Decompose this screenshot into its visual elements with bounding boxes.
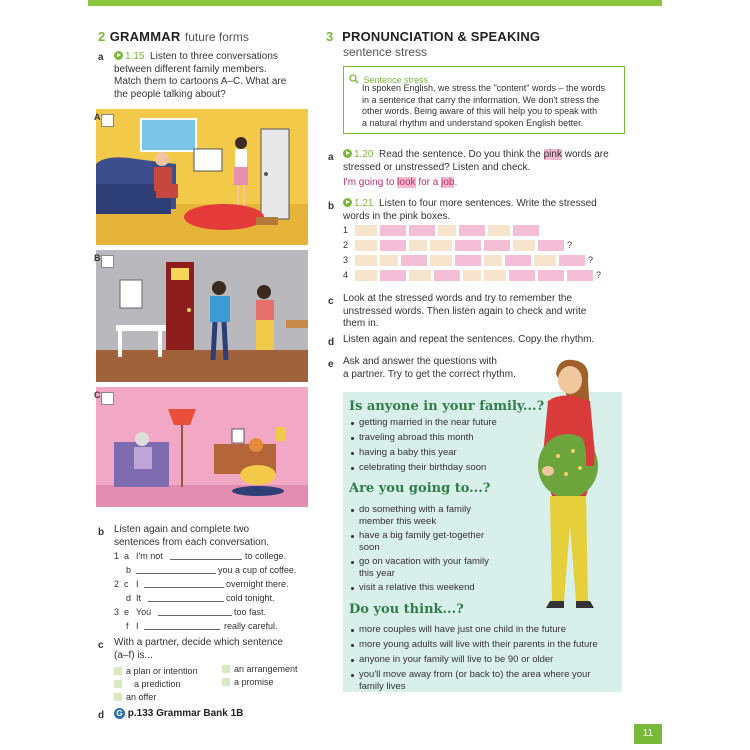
question-item-continued: this year: [359, 568, 395, 579]
bullet: [351, 422, 354, 425]
panel-heading: Is anyone in your family...?: [349, 399, 545, 414]
tip-box: [343, 66, 625, 134]
question-item: more young adults will live with their parents in the future: [359, 639, 598, 650]
check-square[interactable]: [114, 667, 122, 675]
exercise-pron-b-text: 1.21 Listen to four more sentences. Write the stressed words in the pink boxes.: [343, 198, 597, 222]
question-item: celebrating their birthday soon: [359, 462, 487, 473]
exercise-letter: e: [328, 359, 334, 370]
unstressed-box[interactable]: [409, 240, 427, 251]
unstressed-box[interactable]: [355, 255, 377, 266]
exercise-letter: c: [328, 296, 334, 307]
question-item-continued: family lives: [359, 681, 406, 692]
stressed-box[interactable]: [409, 225, 435, 236]
unstressed-box[interactable]: [355, 225, 377, 236]
blank-line[interactable]: [148, 593, 224, 602]
cartoon-label: B: [94, 253, 101, 263]
option-list: [114, 666, 324, 706]
stressed-box[interactable]: [459, 225, 485, 236]
search-icon: [349, 74, 359, 84]
pregnant-woman-illustration: [528, 356, 618, 611]
check-square[interactable]: [114, 693, 122, 701]
bullet: [351, 452, 354, 455]
unstressed-box[interactable]: [430, 255, 452, 266]
stressed-box[interactable]: [538, 270, 564, 281]
audio-icon[interactable]: [114, 51, 123, 60]
bullet: [351, 629, 354, 632]
audio-icon[interactable]: [343, 198, 352, 207]
unstressed-box[interactable]: [409, 270, 431, 281]
stressed-box[interactable]: [380, 240, 406, 251]
bullet: [351, 535, 354, 538]
question-item-continued: member this week: [359, 516, 437, 527]
answer-box[interactable]: [101, 114, 114, 127]
cartoon-a-illustration: [96, 109, 308, 245]
cartoon-label: C: [94, 390, 101, 400]
unstressed-box[interactable]: [484, 255, 502, 266]
question-item: you'll move away from (or back to) the area where your: [359, 669, 591, 680]
exercise-b-text: Listen again and complete two sentences from each conversation.: [114, 524, 270, 548]
stressed-box[interactable]: [380, 270, 406, 281]
answer-box[interactable]: [101, 392, 114, 405]
exercise-letter: b: [328, 201, 335, 212]
cartoon-b-illustration: [96, 250, 308, 382]
question-item: visit a relative this weekend: [359, 582, 475, 593]
stressed-box[interactable]: [455, 240, 481, 251]
section-subtitle: sentence stress: [343, 45, 428, 59]
exercise-pron-d-text: Listen again and repeat the sentences. Copy the rhythm.: [343, 334, 595, 345]
cartoon-a: [96, 109, 308, 245]
grammar-bank-icon: G: [114, 708, 125, 719]
unstressed-box[interactable]: [380, 255, 398, 266]
bullet: [351, 674, 354, 677]
exercise-letter: a: [98, 52, 104, 63]
unstressed-box[interactable]: [355, 240, 377, 251]
question-item: getting married in the near future: [359, 417, 497, 428]
blank-line[interactable]: [170, 551, 242, 560]
stressed-box[interactable]: [484, 240, 510, 251]
grammar-bank-link[interactable]: G p.133 Grammar Bank 1B: [114, 708, 243, 719]
pron-heading: [326, 28, 540, 46]
bullet: [351, 659, 354, 662]
stressed-box[interactable]: [513, 225, 539, 236]
unstressed-box[interactable]: [438, 225, 456, 236]
section-number: 3: [326, 29, 334, 44]
exercise-c-text: With a partner, decide which sentence (a–f) is...: [114, 637, 283, 661]
exercise-letter: d: [328, 337, 335, 348]
question-item: more couples will have just one child in the future: [359, 624, 567, 635]
exercise-letter: a: [328, 152, 334, 163]
blank-line[interactable]: [136, 565, 216, 574]
check-square[interactable]: [114, 680, 122, 688]
check-square[interactable]: [222, 678, 230, 686]
question-item-continued: soon: [359, 542, 380, 553]
unstressed-box[interactable]: [463, 270, 481, 281]
fill-in-sentences: 1 a I'm not to college. b you a cup of coffee. 2 c I overnight there. d It cold tonight. 3 e You too fast. f I really careful.: [114, 551, 297, 631]
option[interactable]: an offer: [114, 692, 156, 702]
tip-header: Sentence stress: [349, 70, 428, 88]
grammar-heading: [98, 28, 249, 46]
section-title: PRONUNCIATION & SPEAKING: [342, 29, 541, 44]
textbook-page: [88, 6, 662, 750]
answer-box[interactable]: [101, 255, 114, 268]
cartoon-c-illustration: [96, 387, 308, 507]
stressed-box[interactable]: [455, 255, 481, 266]
stress-box-grid: 1 2 ? 3 ? 4 ?: [343, 225, 602, 280]
option[interactable]: a prediction: [114, 679, 181, 689]
unstressed-box[interactable]: [534, 255, 556, 266]
question-item: anyone in your family will live to be 90 or older: [359, 654, 554, 665]
exercise-pron-a-text: 1.20 Read the sentence. Do you think the pink words are stressed or unstressed? Listen and check. I'm going to look for a job.: [343, 149, 633, 190]
check-square[interactable]: [222, 665, 230, 673]
cartoon-c: [96, 387, 308, 507]
question-item: do something with a family: [359, 504, 471, 515]
panel-heading: Do you think...?: [349, 602, 464, 617]
bullet: [351, 561, 354, 564]
question-item: have a big family get-together: [359, 530, 485, 541]
unstressed-box[interactable]: [430, 240, 452, 251]
question-item: having a baby this year: [359, 447, 457, 458]
option[interactable]: an arrangement: [222, 664, 298, 674]
blank-line[interactable]: [144, 621, 220, 630]
example-sentence: I'm going to look for a job.: [343, 177, 458, 188]
exercise-letter: c: [98, 640, 104, 651]
stressed-box[interactable]: [509, 270, 535, 281]
blank-line[interactable]: [144, 579, 224, 588]
exercise-letter: d: [98, 710, 105, 721]
unstressed-box[interactable]: [484, 270, 506, 281]
bullet: [351, 467, 354, 470]
bullet: [351, 587, 354, 590]
stressed-box[interactable]: [434, 270, 460, 281]
unstressed-box[interactable]: [488, 225, 510, 236]
audio-icon[interactable]: [343, 149, 352, 158]
page-number: 11: [634, 724, 662, 744]
option[interactable]: a promise: [222, 677, 274, 687]
bullet: [351, 509, 354, 512]
exercise-pron-e-text: Ask and answer the questions with a partner. Try to get the correct rhythm.: [343, 356, 516, 380]
question-item: go on vacation with your family: [359, 556, 489, 567]
blank-line[interactable]: [158, 607, 232, 616]
cartoon-label: A: [94, 112, 101, 122]
stressed-box[interactable]: [559, 255, 585, 266]
exercise-letter: b: [98, 527, 105, 538]
exercise-a-text: 1.15 Listen to three conversations between different family members. Match them to cartoons A–C. What are the people talking about?: [114, 51, 287, 100]
unstressed-box[interactable]: [355, 270, 377, 281]
stressed-box[interactable]: [505, 255, 531, 266]
stressed-box[interactable]: [538, 240, 564, 251]
exercise-pron-c-text: Look at the stressed words and try to remember the unstressed words. Then listen again to check and write them in.: [343, 293, 587, 329]
bullet: [351, 437, 354, 440]
option[interactable]: a plan or intention: [114, 666, 198, 676]
unstressed-box[interactable]: [513, 240, 535, 251]
section-title: GRAMMAR: [109, 29, 181, 44]
cartoon-b: [96, 250, 308, 382]
section-subtitle: future forms: [184, 30, 249, 44]
panel-heading: Are you going to...?: [349, 481, 491, 496]
bullet: [351, 644, 354, 647]
question-item: traveling abroad this month: [359, 432, 474, 443]
tip-text: In spoken English, we stress the "content" words – the words in a sentence that carry the information. We don't stress the other words. Being aware of this will help you to speak with a natural rhythm and understand spoken English better.: [362, 83, 606, 128]
section-number: 2: [98, 29, 106, 44]
stressed-box[interactable]: [380, 225, 406, 236]
stressed-box[interactable]: [567, 270, 593, 281]
stressed-box[interactable]: [401, 255, 427, 266]
